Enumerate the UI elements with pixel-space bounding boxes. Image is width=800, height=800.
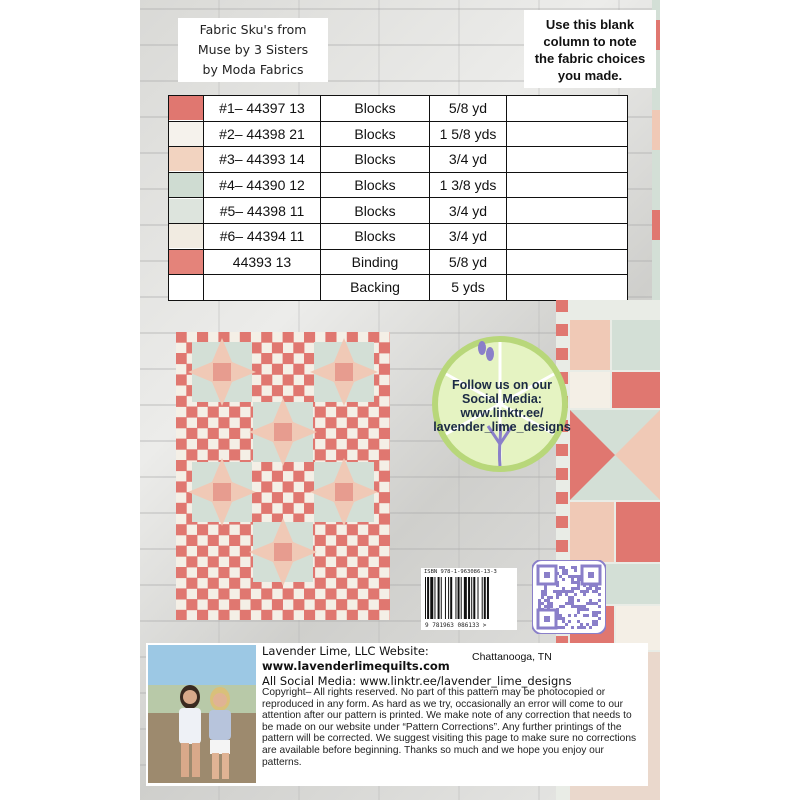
quilt-illustration <box>176 332 390 620</box>
notes-cell <box>507 121 628 147</box>
table-row <box>169 198 628 224</box>
table-row <box>169 147 628 173</box>
isbn-text: ISBN 978-1-963086-13-3 <box>424 569 497 575</box>
website-link[interactable]: www.lavenderlimequilts.com <box>262 659 450 673</box>
copyright-text: Copyright– All rights reserved. No part of this pattern may be photocopied or reproduced in any form. As hard as we try, occasionally an error will come to our attention after our pattern is printed. We make note of any correction that needs to be made on our website under “Pattern Corrections”. Any further printings of the pattern will be corrected. We suggest visiting this page to make sure no corrections are available before beginning. Thanks so much and we hope you enjoy our patterns. <box>262 687 637 768</box>
fabric-swatch <box>169 173 203 197</box>
fabric-use: Blocks <box>321 198 430 224</box>
notes-cell <box>507 198 628 224</box>
barcode-digits: 9 781963 086133 > <box>425 622 487 629</box>
fabric-swatch <box>169 224 203 248</box>
fabric-yardage: 5 yds <box>430 275 507 301</box>
website-label: Lavender Lime, LLC Website: <box>262 644 429 658</box>
table-row <box>169 275 628 301</box>
location-text: Chattanooga, TN <box>472 651 552 663</box>
fabric-sku: #4– 44390 12 <box>204 172 321 198</box>
fabric-sku <box>204 275 321 301</box>
blank-note-line-4: you made. <box>557 68 623 83</box>
fabric-yardage: 1 5/8 yds <box>430 121 507 147</box>
fabric-swatch <box>169 96 203 120</box>
social-media-link[interactable]: All Social Media: www.linktr.ee/lavender_lime_designs <box>262 674 572 688</box>
fabric-use: Blocks <box>321 121 430 147</box>
fabric-requirements-table <box>168 95 628 301</box>
table-row <box>169 223 628 249</box>
fabric-use: Blocks <box>321 223 430 249</box>
fabric-sku: #5– 44398 11 <box>204 198 321 224</box>
table-row <box>169 172 628 198</box>
fabric-swatch <box>169 250 203 274</box>
blank-column-note <box>524 10 656 88</box>
qr-code-icon[interactable] <box>532 560 606 634</box>
fabric-use: Backing <box>321 275 430 301</box>
footer-panel <box>146 643 648 786</box>
isbn-barcode <box>421 568 517 630</box>
fabric-sku: #6– 44394 11 <box>204 223 321 249</box>
social-link-handle[interactable]: lavender_lime_designs <box>433 420 571 434</box>
fabric-use: Blocks <box>321 96 430 122</box>
social-link[interactable]: www.linktr.ee/ <box>460 406 544 420</box>
fabric-sku-note <box>178 18 328 82</box>
notes-cell <box>507 172 628 198</box>
sku-note-line-1: Fabric Sku's from <box>199 22 307 37</box>
fabric-yardage: 3/4 yd <box>430 147 507 173</box>
sku-note-line-2: Muse by 3 Sisters <box>197 42 309 57</box>
social-media-text <box>422 378 582 434</box>
fabric-swatch <box>169 122 203 146</box>
barcode-icon <box>425 577 513 621</box>
fabric-swatch <box>169 199 203 223</box>
social-line-1: Follow us on our <box>452 378 552 392</box>
table-row <box>169 121 628 147</box>
notes-cell <box>507 147 628 173</box>
fabric-use: Blocks <box>321 172 430 198</box>
table-row <box>169 96 628 122</box>
blank-note-line-2: column to note <box>543 34 637 49</box>
designers-photo <box>148 645 256 783</box>
fabric-swatch <box>169 275 203 299</box>
table-row <box>169 249 628 275</box>
fabric-sku: #3– 44393 14 <box>204 147 321 173</box>
fabric-use: Binding <box>321 249 430 275</box>
notes-cell <box>507 96 628 122</box>
fabric-sku: #2– 44398 21 <box>204 121 321 147</box>
fabric-use: Blocks <box>321 147 430 173</box>
social-line-2: Social Media: <box>462 392 542 406</box>
fabric-yardage: 1 3/8 yds <box>430 172 507 198</box>
notes-cell <box>507 223 628 249</box>
fabric-yardage: 3/4 yd <box>430 198 507 224</box>
notes-cell <box>507 249 628 275</box>
fabric-yardage: 3/4 yd <box>430 223 507 249</box>
blank-note-line-3: the fabric choices <box>534 51 646 66</box>
fabric-yardage: 5/8 yd <box>430 249 507 275</box>
blank-note-line-1: Use this blank <box>545 17 635 32</box>
fabric-sku: #1– 44397 13 <box>204 96 321 122</box>
fabric-sku: 44393 13 <box>204 249 321 275</box>
fabric-swatch <box>169 147 203 171</box>
notes-cell <box>507 275 628 301</box>
pattern-back-cover <box>140 0 660 800</box>
fabric-yardage: 5/8 yd <box>430 96 507 122</box>
sku-note-line-3: by Moda Fabrics <box>202 62 304 77</box>
